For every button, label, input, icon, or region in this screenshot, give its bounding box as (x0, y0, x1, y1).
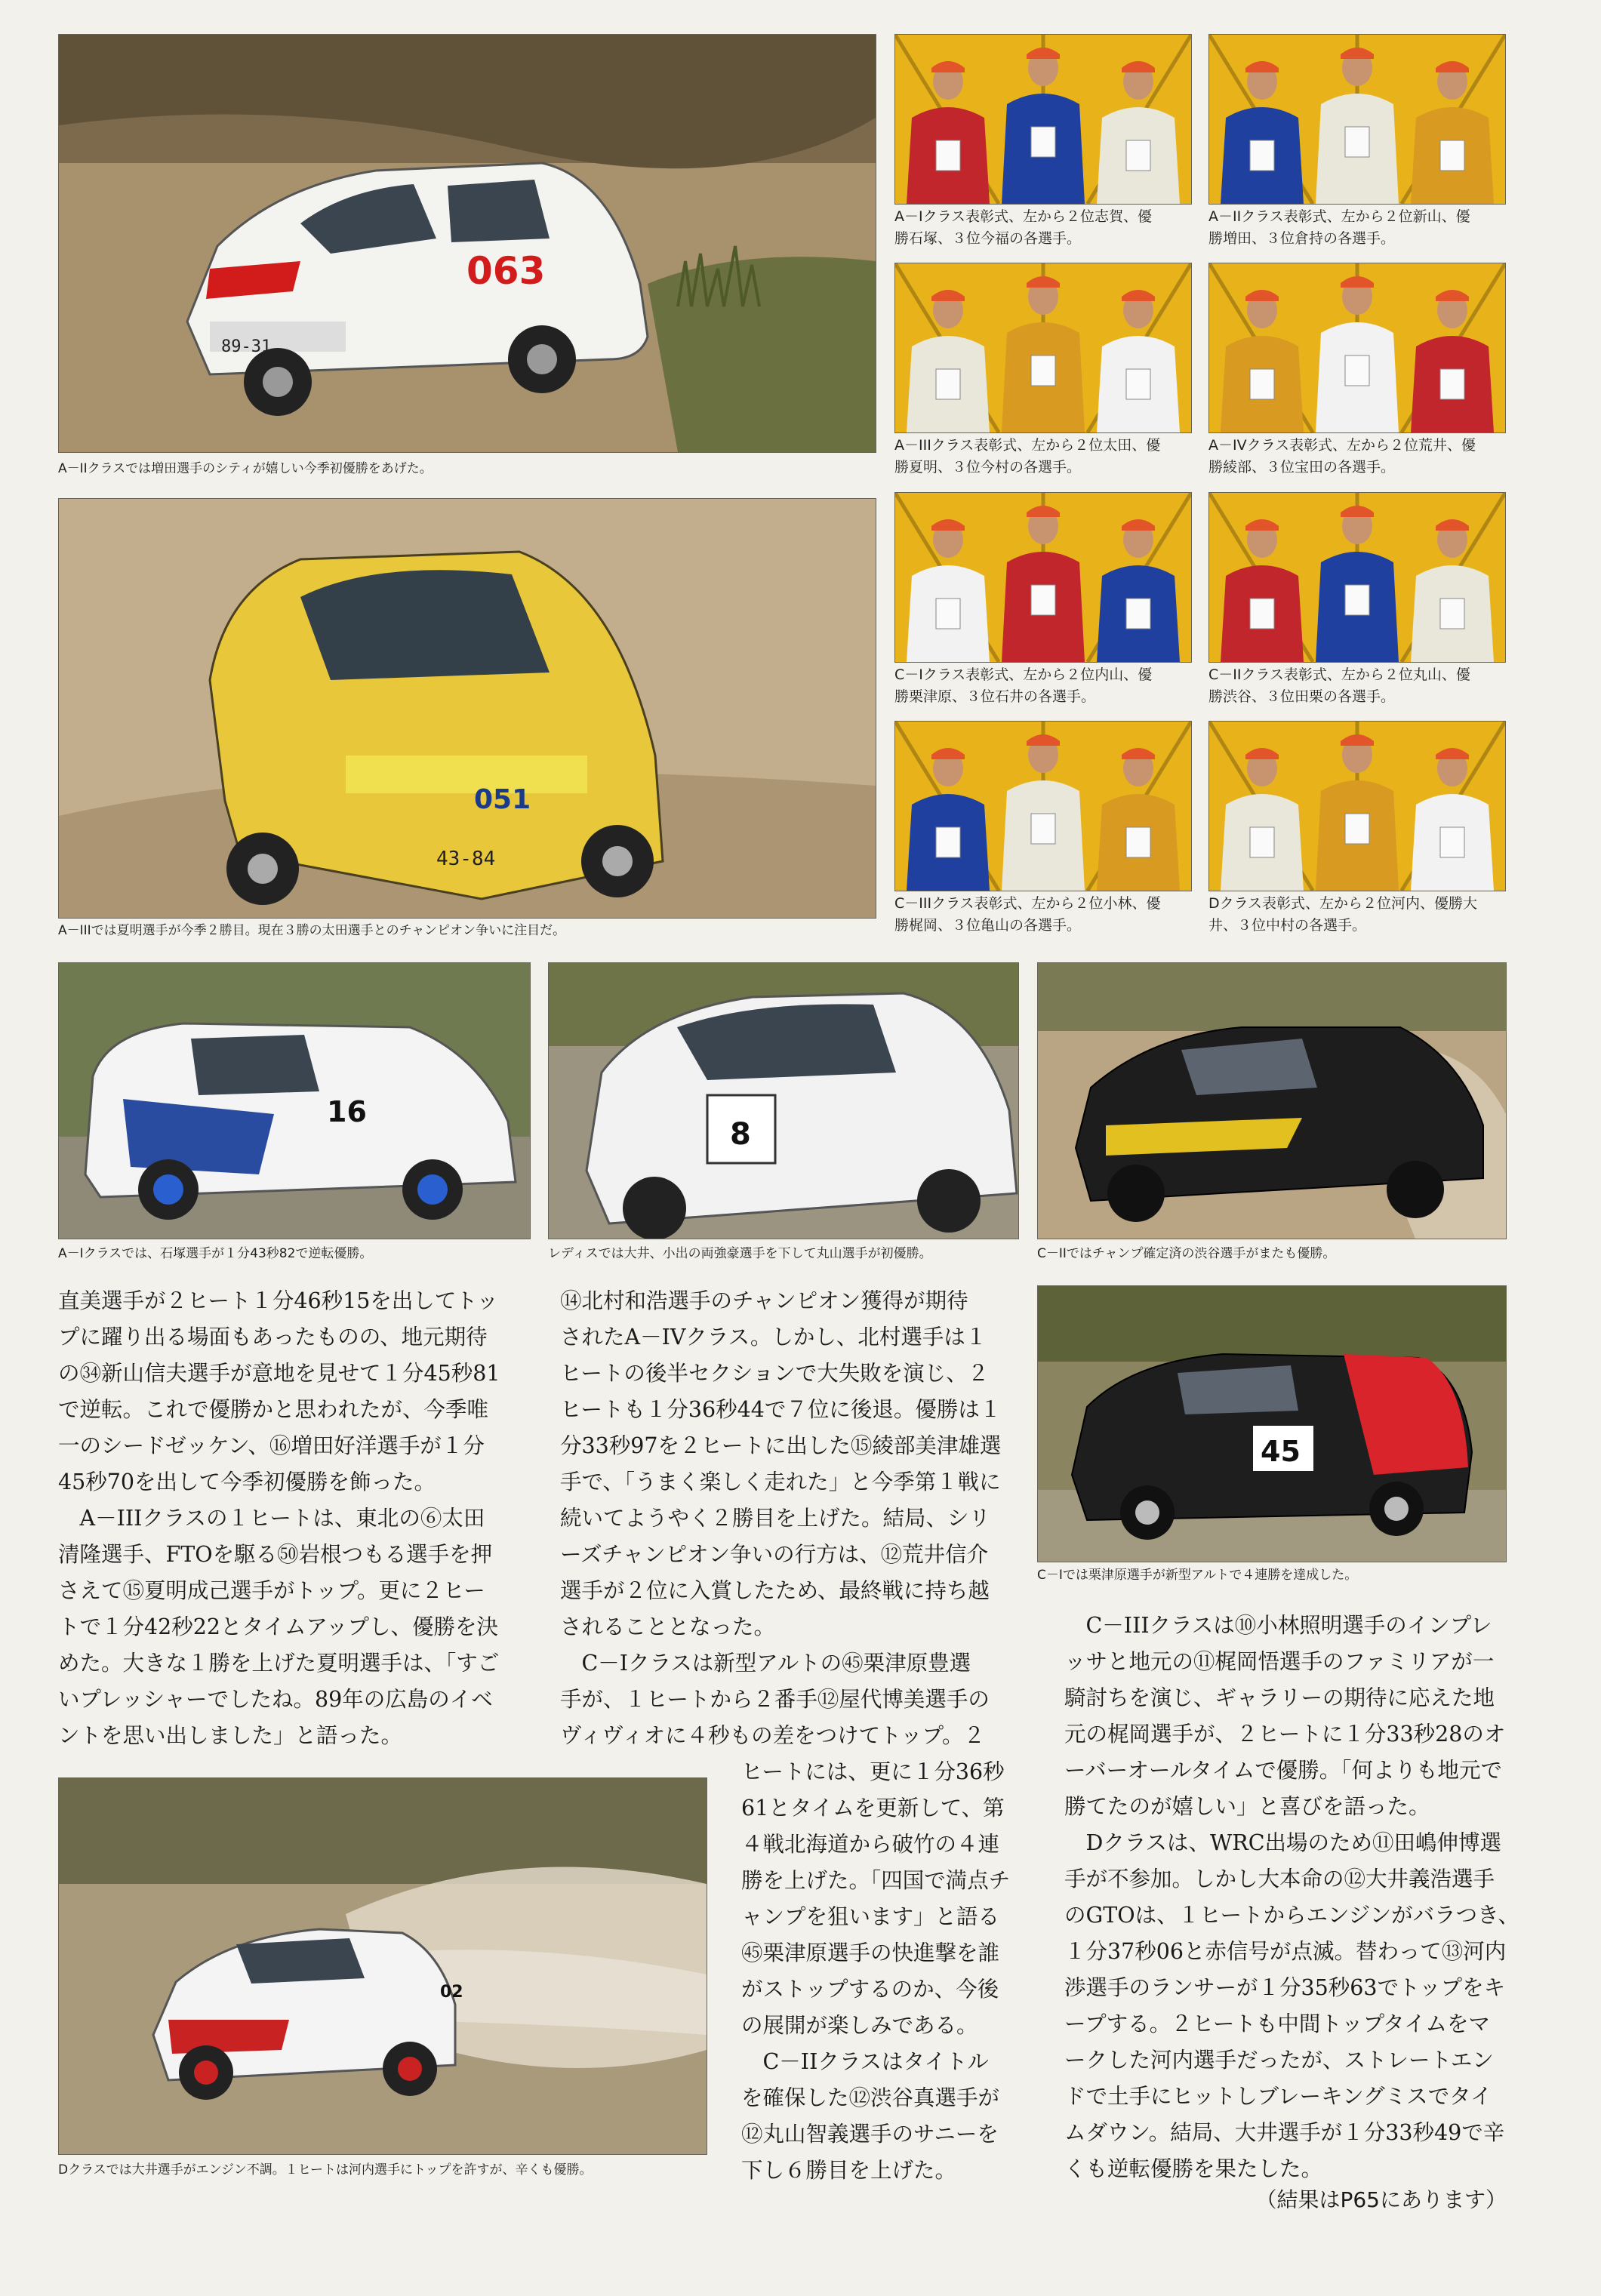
podium-photo-c2 (1208, 492, 1506, 663)
podium-photo-a1 (894, 34, 1192, 205)
photo-a1-cultus (58, 962, 531, 1239)
podium-caption-c3 (894, 893, 1201, 937)
text-line: 直美選手が２ヒート１分46秒15を出してトッ (58, 1288, 498, 1313)
text-line: 勝てたのが嬉しい」と喜びを語った。 (1064, 1794, 1430, 1819)
podium-caption-c1 (894, 664, 1201, 708)
car-number-02: 02 (440, 1983, 463, 2002)
text-col3-b (1064, 1825, 1519, 2187)
text-line: を確保した⑫渋谷真選手が (741, 2085, 1000, 2110)
podium-photo-a2 (1208, 34, 1506, 205)
podium-caption-line: A－IIIクラス表彰式、左から２位太田、優 (894, 437, 1161, 454)
text-line: ャンプを狙います」と語る (741, 1904, 1000, 1929)
car-number-8: 8 (730, 1117, 751, 1152)
text-line: A－IIIクラスの１ヒートは、東北の⑥太田 (58, 1506, 485, 1531)
text-line: 渉選手のランサーが１分35秒63でトップをキ (1064, 1975, 1506, 2000)
text-line: ーズチャンピオン争いの行方は、⑫荒井信介 (560, 1542, 989, 1567)
text-line: ⑭北村和浩選手のチャンピオン獲得が期待 (560, 1288, 968, 1313)
podium-caption-a3 (894, 435, 1201, 479)
text-line: の展開が楽しみである。 (741, 2013, 978, 2038)
caption-c2-impreza: C－IIではチャンプ確定済の渋谷選手がまたも優勝。 (1037, 1246, 1336, 1261)
car-number-063: 063 (466, 249, 546, 293)
text-line: くも逆転優勝を果たした。 (1064, 2156, 1323, 2181)
text-line: 選手が２位に入賞したため、最終戦に持ち越 (560, 1578, 990, 1603)
text-line: 勝を上げた。「四国で満点チ (741, 1868, 1011, 1893)
podium-photo-a4 (1208, 263, 1506, 433)
photo-ladies-lancer (548, 962, 1019, 1239)
caption-ladies-lancer: レディスでは大井、小出の両強豪選手を下して丸山選手が初優勝。 (548, 1246, 932, 1261)
podium-caption-c2 (1208, 664, 1515, 708)
text-line: 分33秒97を２ヒートに出した⑮綾部美津雄選 (560, 1433, 1002, 1458)
podium-caption-line: 勝綾部、３位宝田の各選手。 (1208, 459, 1396, 476)
text-line: 続いてようやく２勝目を上げた。結局、シリ (560, 1506, 991, 1531)
photo-d-mr2 (58, 1777, 707, 2155)
license-plate: 43-84 (436, 848, 496, 870)
text-line: ントを思い出しました」と語った。 (58, 1723, 403, 1748)
photo-a2-city (58, 34, 876, 453)
text-line: の㉞新山信夫選手が意地を見せて１分45秒81 (58, 1361, 500, 1386)
text-line: ッサと地元の⑪梶岡悟選手のファミリアが一 (1064, 1649, 1495, 1674)
text-line: 手が、１ヒートから２番手⑫屋代博美選手の (560, 1687, 990, 1712)
text-line: されたA－IVクラス。しかし、北村選手は１ (560, 1325, 987, 1350)
podium-caption-line: 勝夏明、３位今村の各選手。 (894, 459, 1082, 476)
text-line: ヒートの後半セクションで大失敗を演じ、２ (560, 1361, 990, 1386)
caption-a1-cultus: A－Iクラスでは、石塚選手が１分43秒82で逆転優勝。 (58, 1246, 373, 1261)
text-line: C－Iクラスは新型アルトの㊺栗津原豊選 (560, 1651, 971, 1676)
text-line: C－IIIクラスは⑩小林照明選手のインプレ (1064, 1613, 1492, 1638)
text-line: 元の梶岡選手が、２ヒートに１分33秒28のオ (1064, 1722, 1506, 1747)
text-col2-d (741, 2044, 999, 2189)
text-line: 手で、「うまく楽しく走れた」と今季第１戦に (560, 1470, 1001, 1494)
license-plate: 89-31 (221, 337, 272, 356)
text-line: ヒートも１分36秒44で７位に後退。優勝は１ (560, 1397, 1002, 1422)
podium-caption-line: 井、３位中村の各選手。 (1208, 917, 1367, 934)
podium-caption-a2 (1208, 206, 1515, 250)
podium-photo-c1 (894, 492, 1192, 663)
caption-c1-alto: C－Iでは栗津原選手が新型アルトで４連勝を達成した。 (1037, 1568, 1358, 1583)
text-col2-b (560, 1645, 990, 1754)
text-line: トで１分42秒22とタイムアップし、優勝を決 (58, 1614, 498, 1639)
text-line: 一のシードゼッケン、⑯増田好洋選手が１分 (58, 1433, 485, 1458)
text-line: ヒートには、更に１分36秒 (741, 1759, 1005, 1784)
podium-caption-line: A－IVクラス表彰式、左から２位荒井、優 (1208, 437, 1476, 454)
text-line: 手が不参加。しかし大本命の⑫大井義浩選手 (1064, 1867, 1495, 1891)
text-line: がストップするのか、今後 (741, 1977, 999, 2002)
text-line: で逆転。これで優勝かと思われたが、今季唯 (58, 1397, 489, 1422)
text-col2-c (741, 1754, 1010, 2044)
text-line: 61とタイムを更新して、第 (741, 1796, 1005, 1820)
text-line: ⑫丸山智義選手のサニーを (741, 2122, 999, 2147)
text-line: プに躍り出る場面もあったものの、地元期待 (58, 1325, 488, 1350)
podium-caption-line: C－Iクラス表彰式、左から２位内山、優 (894, 666, 1153, 683)
podium-caption-line: C－IIクラス表彰式、左から２位丸山、優 (1208, 666, 1470, 683)
caption-a2-city: A－IIクラスでは増田選手のシティが嬉しい今季初優勝をあげた。 (58, 461, 433, 476)
text-line: ドで土手にヒットしブレーキングミスでタイ (1064, 2084, 1492, 2109)
caption-a3-starlet: A－IIIでは夏明選手が今季２勝目。現在３勝の太田選手とのチャンピオン争いに注目だ。 (58, 923, 566, 938)
podium-caption-line: 勝栗津原、３位石井の各選手。 (894, 688, 1096, 705)
text-col1-b (58, 1500, 499, 1754)
photo-a3-starlet (58, 498, 876, 919)
podium-caption-line: 勝渋谷、３位田栗の各選手。 (1208, 688, 1396, 705)
text-line: 45秒70を出して今季初優勝を飾った。 (58, 1470, 436, 1494)
text-col3-a (1064, 1608, 1505, 1825)
text-line: されることとなった。 (560, 1614, 776, 1639)
photo-c2-impreza (1037, 962, 1507, 1239)
text-line: 清隆選手、FTOを駆る㊿岩根つもる選手を押 (58, 1542, 493, 1567)
podium-caption-line: 勝梶岡、３位亀山の各選手。 (894, 917, 1082, 934)
text-line: のGTOは、１ヒートからエンジンがバラつき、 (1064, 1903, 1519, 1928)
podium-caption-d (1208, 893, 1515, 937)
podium-caption-line: 勝石塚、３位今福の各選手。 (894, 230, 1082, 247)
car-number-45: 45 (1261, 1435, 1301, 1468)
podium-photo-d (1208, 721, 1506, 891)
text-line: ４戦北海道から破竹の４連 (741, 1832, 1000, 1857)
text-line: ヴィヴィオに４秒もの差をつけてトップ。２ (560, 1723, 985, 1748)
text-col1-a (58, 1283, 500, 1500)
result-page-note: （結果はP65にあります） (1255, 2187, 1507, 2212)
text-line: 下し６勝目を上げた。 (741, 2158, 957, 2183)
podium-caption-line: Dクラス表彰式、左から２位河内、優勝大 (1208, 895, 1478, 912)
text-col2-a (560, 1283, 1001, 1645)
caption-d-mr2: Dクラスでは大井選手がエンジン不調。１ヒートは河内選手にトップを許すが、辛くも優勝。 (58, 2162, 593, 2178)
text-line: めた。大きな１勝を上げた夏明選手は、「すご (58, 1651, 500, 1676)
podium-caption-line: 勝増田、３位倉持の各選手。 (1208, 230, 1396, 247)
text-line: 騎討ちを演じ、ギャラリーの期待に応えた地 (1064, 1685, 1495, 1710)
podium-photo-c3 (894, 721, 1192, 891)
text-line: ムダウン。結局、大井選手が１分33秒49で辛 (1064, 2120, 1505, 2145)
car-number-051: 051 (474, 784, 531, 815)
text-line: ㊺栗津原選手の快進撃を誰 (741, 1941, 1000, 1965)
text-line: さえて⑮夏明成己選手がトップ。更に２ヒー (58, 1578, 485, 1603)
text-line: いプレッシャーでしたね。89年の広島のイベ (58, 1687, 493, 1712)
text-line: ークした河内選手だったが、ストレートエン (1064, 2048, 1494, 2073)
text-line: ープする。２ヒートも中間トップタイムをマ (1064, 2011, 1491, 2036)
text-line: ーバーオールタイムで優勝。「何よりも地元で (1064, 1758, 1502, 1783)
podium-caption-a1 (894, 206, 1201, 250)
podium-caption-line: A－Iクラス表彰式、左から２位志賀、優 (894, 208, 1153, 225)
photo-c1-alto (1037, 1285, 1507, 1562)
podium-caption-line: C－IIIクラス表彰式、左から２位小林、優 (894, 895, 1161, 912)
text-line: C－IIクラスはタイトル (741, 2049, 989, 2074)
podium-photo-a3 (894, 263, 1192, 433)
text-line: １分37秒06と赤信号が点滅。替わって⑬河内 (1064, 1939, 1507, 1964)
podium-caption-line: A－IIクラス表彰式、左から２位新山、優 (1208, 208, 1470, 225)
text-line: Dクラスは、WRC出場のため⑪田嶋伸博選 (1064, 1830, 1502, 1855)
podium-caption-a4 (1208, 435, 1515, 479)
car-number-16: 16 (327, 1095, 367, 1128)
